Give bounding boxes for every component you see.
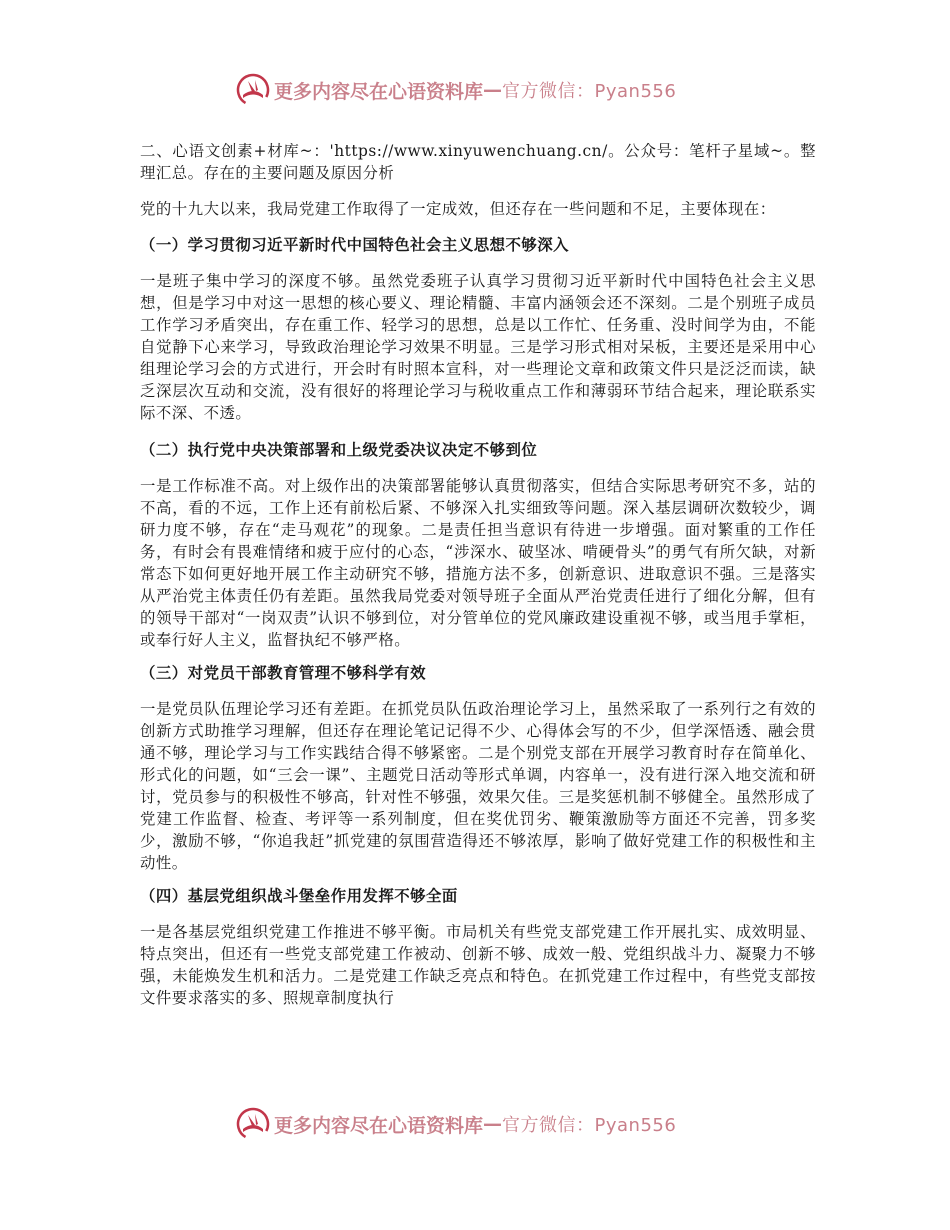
- bottom-banner[interactable]: [236, 1107, 706, 1141]
- section-body-2: 一是工作标准不高。对上级作出的决策部署能够认真贯彻落实，但结合实际思考研究不多，站的不高，看的不远，工作上还有前松后紧、不够深入扎实细致等问题。深入基层调研次数较少，调研力度不够，存在“走马观花”的现象。二是责任担当意识有待进一步增强。面对繁重的工作任务，有时会有畏难情绪和疲于应付的心态，“涉深水、破坚冰、啃硬骨头”的勇气有所欠缺，对新常态下如何更好地开展工作主动研究不够，措施方法不多，创新意识、进取意识不强。三是落实从严治党主体责任仍有差距。虽然我局党委对领导班子全面从严治党责任进行了细化分解，但有的领导干部对“一岗双责”认识不够到位，对分管单位的党风廉政建设重视不够，或当甩手掌柜，或奉行好人主义，监督执纪不够严格。: [140, 477, 816, 649]
- book-logo-icon: [236, 1107, 270, 1141]
- banner-text: 更多内容尽在心语资料库: [274, 1114, 484, 1137]
- book-logo-icon: [236, 73, 270, 107]
- document-body: [140, 140, 816, 1009]
- banner-dash: —: [483, 79, 503, 101]
- section-heading-2: （二）执行党中央决策部署和上级党委决议决定不够到位: [140, 441, 538, 459]
- title-line: 二、心语文创素+材库~：'https://www.xinyuwenchuang.cn/。公众号：笔杆子星域~。整理汇总。存在的主要问题及原因分析: [140, 142, 816, 182]
- top-banner[interactable]: [236, 73, 706, 107]
- section-body-1: 一是班子集中学习的深度不够。虽然党委班子认真学习贯彻习近平新时代中国特色社会主义思想，但是学习中对这一思想的核心要义、理论精髓、丰富内涵领会还不深刻。二是个别班子成员工作学习矛盾突出，存在重工作、轻学习的思想，总是以工作忙、任务重、没时间学为由，不能自觉静下心来学习，导致政治理论学习效果不明显。三是学习形式相对呆板，主要还是采用中心组理论学习会的方式进行，开会时有时照本宣科，对一些理论文章和政策文件只是泛泛而读，缺乏深层次互动和交流，没有很好的将理论学习与税收重点工作和薄弱环节结合起来，理论联系实际不深、不透。: [140, 272, 816, 422]
- section-body-3: 一是党员队伍理论学习还有差距。在抓党员队伍政治理论学习上，虽然采取了一系列行之有效的创新方式助推学习理解，但还存在理论笔记记得不少、心得体会写的不少，但学深悟透、融会贯通不够，理论学习与工作实践结合得不够紧密。二是个别党支部在开展学习教育时存在简单化、形式化的问题，如“三会一课”、主题党日活动等形式单调，内容单一，没有进行深入地交流和研讨，党员参与的积极性不够高，针对性不够强，效果欠佳。三是奖惩机制不够健全。虽然形成了党建工作监督、检查、考评等一系列制度，但在奖优罚劣、鞭策激励等方面还不完善，罚多奖少，激励不够，“你追我赶”抓党建的氛围营造得还不够浓厚，影响了做好党建工作的积极性和主动性。: [140, 700, 816, 872]
- banner-text: 更多内容尽在心语资料库: [274, 80, 484, 103]
- intro-paragraph: 党的十九大以来，我局党建工作取得了一定成效，但还存在一些问题和不足，主要体现在：: [140, 200, 776, 218]
- section-heading-1: （一）学习贯彻习近平新时代中国特色社会主义思想不够深入: [140, 236, 570, 254]
- section-heading-4: （四）基层党组织战斗堡垒作用发挥不够全面: [140, 887, 458, 905]
- banner-wechat: 官方微信：Pyan556: [502, 1115, 677, 1136]
- section-body-4: 一是各基层党组织党建工作推进不够平衡。市局机关有些党支部党建工作开展扎实、成效明显、特点突出，但还有一些党支部党建工作被动、创新不够、成效一般、党组织战斗力、凝聚力不够强，未能焕发生机和活力。二是党建工作缺乏亮点和特色。在抓党建工作过程中，有些党支部按文件要求落实的多、照规章制度执行: [140, 923, 816, 1007]
- banner-wechat: 官方微信：Pyan556: [502, 81, 677, 102]
- section-heading-3: （三）对党员干部教育管理不够科学有效: [140, 664, 427, 682]
- banner-dash: —: [483, 1113, 503, 1135]
